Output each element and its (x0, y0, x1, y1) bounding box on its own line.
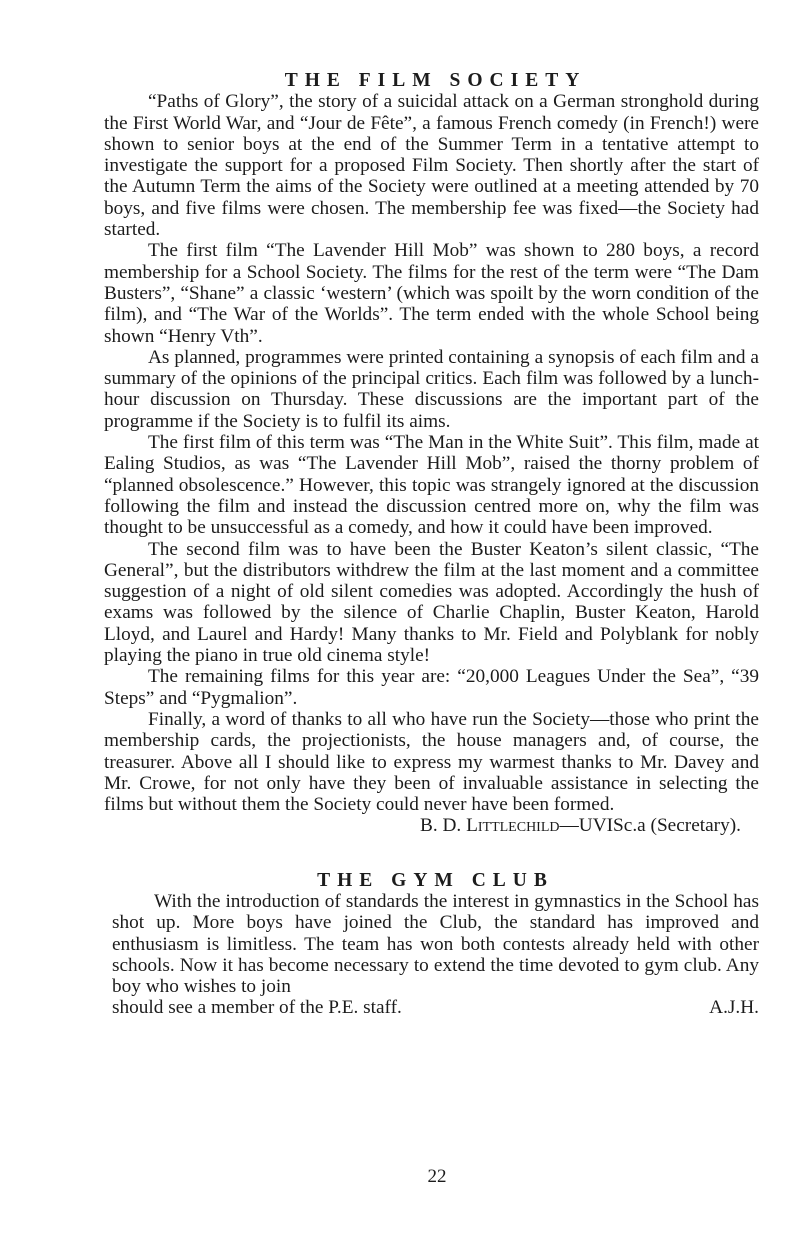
film-society-signature (104, 815, 759, 836)
film-society-paragraph-1: “Paths of Glory”, the story of a suicidal attack on a German stronghold during the First World War, and “Jour de Fête”, a famous French comedy (in French!) were shown to senior boys at the end of the Summer Term in a tentative attempt to investigate the support for a proposed Film Society. Then shortly after the start of the Autumn Term the aims of the Society were outlined at a meeting attended by 70 boys, and five films were chosen. The membership fee was fixed—the Society had started. (104, 91, 759, 241)
film-society-paragraph-3: As planned, programmes were printed containing a synopsis of each film and a summary of the opinions of the principal critics. Each film was followed by a lunch-hour discussion on Thursday. These discussions are the important part of the programme if the Society is to fulfil its aims. (104, 346, 759, 432)
signature-initials: B. D. (420, 815, 467, 837)
text-column (104, 70, 759, 1019)
gym-club-last-line (104, 997, 759, 1018)
gym-club-signature: A.J.H. (709, 997, 759, 1019)
film-society-title: THE FILM SOCIETY (284, 70, 587, 91)
film-society-paragraph-7: Finally, a word of thanks to all who have run the Society—those who print the membership cards, the projectionists, the house managers and, of course, the treasurer. Above all I should like to express my warmest thanks to Mr. Davey and Mr. Crowe, for not only have they been of invaluable assistance in selecting the films but without them the Society could never have been formed. (104, 708, 759, 816)
gym-club-paragraph: With the introduction of standards the interest in gymnastics in the School has shot up. More boys have joined the Club, the standard has improved and enthusiasm is limitless. The team has won both contests already held with other schools. Now it has become necessary to extend the time devoted to gym club. Any boy who wishes to join (112, 890, 759, 998)
signature-rest: —UVISc.a (Secretary). (559, 815, 741, 837)
page-number: 22 (427, 1166, 447, 1187)
film-society-paragraph-6: The remaining films for this year are: “20,000 Leagues Under the Sea”, “39 Steps” and “Pygmalion”. (104, 666, 759, 709)
film-society-paragraph-5: The second film was to have been the Buster Keaton’s silent classic, “The General”, but the distributors withdrew the film at the last moment and a committee suggestion of a night of old silent comedies was adopted. Accordingly the hush of exams was followed by the silence of Charlie Chaplin, Buster Keaton, Harold Lloyd, and Laurel and Hardy! Many thanks to Mr. Field and Polyblank for nobly playing the piano in true old cinema style! (104, 538, 759, 667)
gym-club-last-text: should see a member of the P.E. staff. (112, 997, 402, 1019)
film-society-paragraph-4: The first film of this term was “The Man in the White Suit”. This film, made at Ealing Studios, as was “The Lavender Hill Mob”, raised the thorny problem of “planned obsolescence.” However, this topic was strangely ignored at the discussion following the film and instead the discussion centred more on, why the film was thought to be unsuccessful as a comedy, and how it could have been improved. (104, 432, 759, 539)
gym-club-title: THE GYM CLUB (317, 869, 554, 891)
film-society-paragraph-2: The first film “The Lavender Hill Mob” was shown to 280 boys, a record membership for a School Society. The films for the rest of the term were “The Dam Busters”, “Shane” a classic ‘western’ (which was spoilt by the worn condition of the film), and “The War of the Worlds”. The term ended with the whole School being shown “Henry Vth”. (104, 240, 759, 347)
signature-surname: Littlechild (466, 815, 560, 837)
